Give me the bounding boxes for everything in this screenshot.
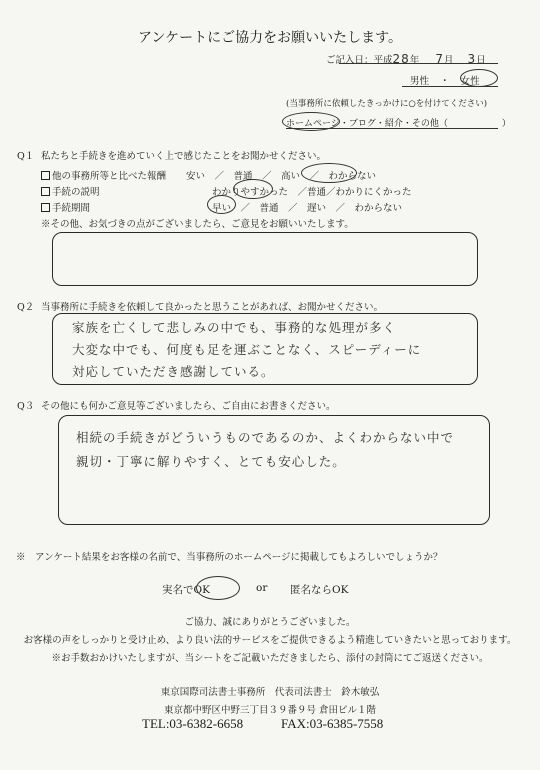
q1-row-period-label: 手続期間 [41, 200, 90, 214]
fee-answer-circle [301, 163, 357, 183]
checkbox [41, 187, 50, 196]
office-tel: TEL:03-6382-6658 [142, 716, 244, 731]
q1-row-period-options: 早い ／ 普通 ／ 遅い ／ わからない [212, 203, 403, 214]
date-year: 28 [392, 52, 410, 66]
q3-answer-line-1: 相続の手続きがどういうものであるのか、よくわからない中で [76, 430, 455, 445]
closing-thanks: ご協力、誠にありがとうございました。 [184, 617, 356, 628]
q2-answer-line-2: 大変な中でも、何度も足を運ぶことなく、スピーディーに [72, 342, 422, 357]
consent-answer-circle [196, 576, 240, 600]
date-day-suffix: 日 [476, 55, 486, 66]
consent-anonymous-ok: 匿名ならOK [290, 584, 349, 596]
office-fax: FAX:03-6385-7558 [281, 716, 384, 731]
date-underline [339, 63, 498, 64]
q1-comment-box [52, 232, 478, 286]
trigger-prompt: (当事務所に依頼したきっかけに○を付けてください) [286, 99, 488, 109]
date-month: 7 [435, 52, 444, 66]
period-answer-circle [207, 195, 236, 214]
consent-or: or [256, 582, 268, 594]
q3-question: その他にも何かご意見等ございましたら、ご自由にお書きください。 [41, 401, 336, 412]
consent-real-name-ok: 実名でOK [162, 584, 210, 596]
office-address: 東京都中野区中野三丁目３９番９号 倉田ビル１階 [163, 705, 377, 716]
q1-row-explanation-options: わかりやすかった ／普通／わかりにくかった [212, 187, 412, 198]
explanation-answer-circle [233, 179, 273, 199]
checkbox [41, 203, 50, 212]
q1-row-fee-label: 他の事務所等と比べた報酬 [41, 168, 166, 182]
q1-row-fee-options: 安い ／ 普通 ／ 高い ／ わからない [186, 171, 377, 182]
q3-number: Q３ [17, 401, 35, 412]
trigger-options: ホームページ・ブログ・紹介・その他（ ） [286, 119, 511, 129]
office-name: 東京国際司法書士事務所 代表司法書士 鈴木敏弘 [160, 687, 380, 698]
gender-underline [402, 86, 498, 87]
q1-row-explanation-label: 手続の説明 [41, 184, 100, 198]
page-title: アンケートにご協力をお願いいたします。 [137, 30, 403, 46]
trigger-underline [286, 128, 498, 129]
checkbox [41, 171, 50, 180]
q1-question: 私たちと手続きを進めていく上で感じたことをお聞かせください。 [41, 151, 327, 162]
gender-separator: ・ [440, 76, 450, 87]
q1-note: ※その他、お気づきの点がございましたら、ご意見をお願いいたします。 [41, 219, 354, 230]
gender-male: 男性 [410, 76, 430, 87]
q2-number: Q２ [17, 302, 35, 313]
q1-number: Q１ [17, 151, 35, 162]
closing-return-note: ※お手数おかけいたしますが、当シートをご記載いただきましたら、添付の封筒にてご返送ください。 [51, 653, 489, 664]
date-year-suffix: 年 [409, 55, 420, 66]
q2-answer-line-3: 対応していただき感謝している。 [72, 364, 275, 379]
q2-answer-line-1: 家族を亡くして悲しみの中でも、事務的な処理が多く [72, 320, 397, 335]
date-day: 3 [467, 52, 477, 66]
consent-question: ※ アンケート結果をお客様の名前で、当事務所のホームページに掲載してもよろしいでしょうか？ [16, 552, 443, 563]
date-prefix: ご記入日：平成 [326, 55, 393, 66]
q3-answer-line-2: 親切・丁寧に解りやすく、とても安心した。 [76, 454, 346, 469]
gender-female-circle [460, 69, 498, 87]
date-month-suffix: 月 [443, 55, 454, 66]
closing-message: お客様の声をしっかりと受け止め、より良い法的サービスをご提供できるよう精進していきたいと思っております。 [23, 635, 517, 646]
gender-female: 女性 [460, 76, 480, 87]
q2-question: 当事務所に手続きを依頼して良かったと思うことがあれば、お聞かせください。 [41, 302, 384, 313]
